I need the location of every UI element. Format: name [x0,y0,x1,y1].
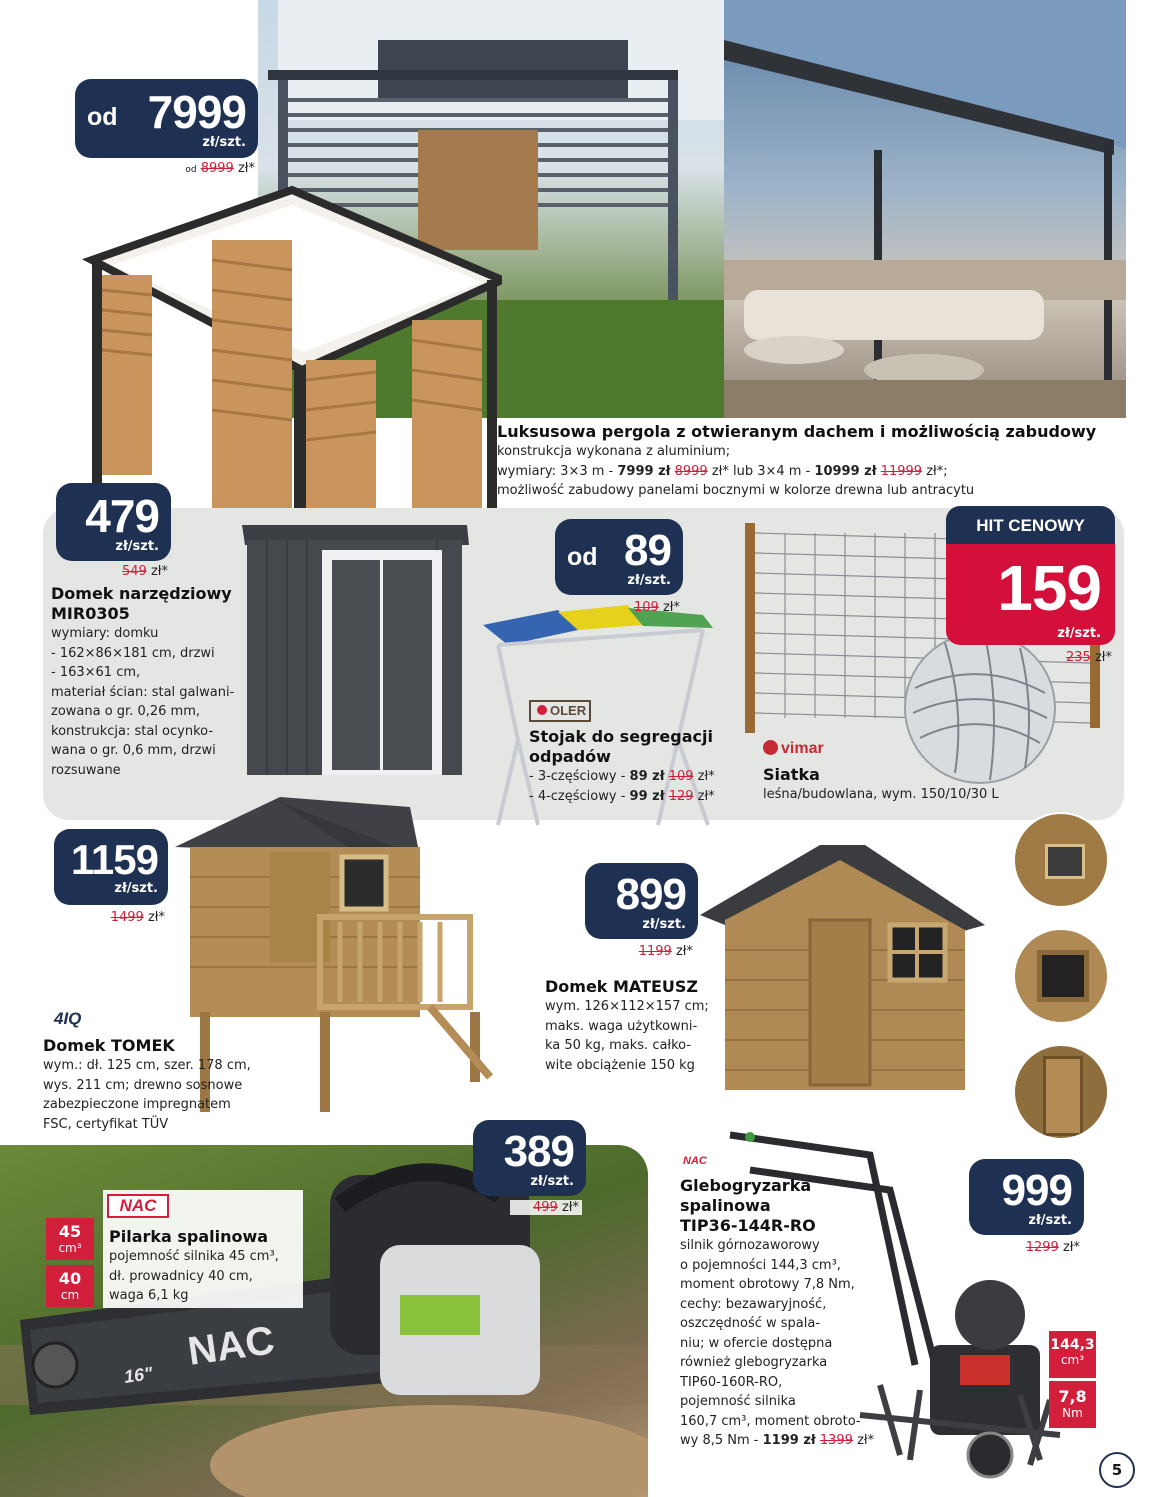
pergola-terrace-illustration [724,0,1126,418]
mateusz-price-badge [585,863,698,939]
text-span: zł* [852,1433,875,1448]
chainsaw-line: pojemność silnika 45 cm³, [109,1249,279,1264]
shed-line: wymiary: domku [51,626,159,641]
hit-cenowy-label: HIT CENOWY [946,506,1115,546]
pergola-description [497,422,1137,501]
old-price-value: 235 [1066,650,1091,665]
4iq-logo: 4IQ [54,1009,82,1028]
tomek-line: FSC, certyfikat TÜV [43,1116,169,1132]
price-value: 159 [997,552,1101,624]
text-span: - 4-częściowy - [529,788,630,804]
shed-title-1: Domek narzędziowy [51,584,232,603]
chainsaw-price-badge [473,1120,586,1196]
brand-name: vimar [781,740,824,757]
old-price: 109 [668,769,694,784]
price-bold: 1199 zł [762,1433,816,1448]
nac-logo-small: NAC [683,1155,707,1167]
old-price-value: 1299 [1025,1240,1059,1255]
tiller-line: pojemność silnika [680,1394,796,1409]
tiller-line: 160,7 cm³, moment obroto- [680,1413,861,1429]
mateusz-line: ka 50 kg, maks. całko- [545,1038,692,1053]
price-value: 1159 [70,836,158,883]
shed-title-2: MIR0305 [51,604,130,623]
price-unit: zł/szt. [115,539,159,554]
old-price-value: 1499 [110,910,144,925]
tiller-title-1: Glebogryzarka [680,1176,812,1195]
bin-stand-old-price [610,600,680,615]
bar-length-text: 16" [122,1363,154,1387]
bar-brand-text: NAC [185,1318,278,1374]
price-unit: zł/szt. [530,1174,574,1189]
old-price-suffix: zł* [675,944,693,959]
detail-window [1037,950,1089,1002]
shed-line: wana o gr. 0,6 mm, drzwi [51,743,216,758]
spec-unit: cm³ [58,1241,82,1255]
old-price: 8999 [674,463,708,479]
spec-unit: Nm [1062,1406,1083,1420]
tomek-old-price [90,910,165,925]
old-price-value: 1199 [638,944,672,959]
text-span: - 3-częściowy - [529,769,630,784]
price-value: 999 [1001,1166,1072,1215]
brand-name: OLER [550,703,587,718]
tomek-line: wys. 211 cm; drewno sosnowe [43,1077,243,1093]
bin-stand-title-1: Stojak do segregacji [529,727,713,746]
tiller-line: również glebogryzarka [680,1355,828,1370]
chainsaw-line: waga 6,1 kg [109,1288,189,1303]
old-price: 1399 [819,1433,853,1448]
pergola-line-2 [497,462,1137,482]
old-price-suffix: zł* [237,161,255,176]
tiller-line: moment obrotowy 7,8 Nm, [680,1277,855,1292]
price-prefix: od [567,543,598,571]
tomek-line: zabezpieczone impregnatem [43,1097,231,1112]
old-price-suffix: zł* [147,910,165,925]
old-price-prefix: od [185,165,197,175]
old-price-value: 499 [533,1200,558,1215]
shed-line: - 163×61 cm, [51,665,141,680]
old-price-suffix: zł* [150,564,168,579]
spec-value: 40 [58,1269,82,1288]
bin-stand-title-2: odpadów [529,747,611,766]
old-price-suffix: zł* [662,600,680,615]
tomek-price-badge [54,829,168,905]
shed-line: zowana o gr. 0,26 mm, [51,704,201,719]
vimar-mark-icon [763,740,778,755]
detail-photo-roof [1013,812,1109,908]
shed-line: materiał ścian: stal galwani- [51,684,235,700]
shed-price-badge [56,483,171,561]
chainsaw-spec-displacement [46,1218,94,1260]
tiller-title-3: TIP36-144R-RO [680,1216,816,1235]
mesh-title: Siatka [763,765,820,784]
pergola-line-1: konstrukcja wykonana z aluminium; [497,444,731,459]
price-bold: 89 zł [629,769,665,784]
old-price: 11999 [880,463,923,479]
old-price-suffix: zł* [1062,1240,1080,1255]
mesh-price-badge [946,544,1115,645]
wooden-pergola-image [82,180,502,520]
text-span: wymiary: 3×3 m - [497,463,618,479]
spec-value: 7,8 [1058,1387,1087,1406]
price-unit: zł/szt. [1057,626,1101,641]
spec-unit: cm³ [1060,1353,1085,1367]
mateusz-title: Domek MATEUSZ [545,977,699,996]
price-unit: zł/szt. [202,135,246,150]
old-price-suffix: zł* [561,1200,579,1215]
pergola-photo-terrace [724,0,1126,418]
vimar-logo [763,740,824,758]
mateusz-playhouse-image [700,840,990,1090]
price-bold: 99 zł [629,788,665,804]
price-prefix: od [87,103,118,131]
price-unit: zł/szt. [114,881,158,896]
text-span: zł*; [922,463,948,479]
shed-description [51,584,251,780]
mateusz-description [545,977,720,1075]
mateusz-line: wite obciążenie 150 kg [545,1057,695,1073]
shed-line: - 162×86×181 cm, drzwi [51,645,215,661]
shed-line: rozsuwane [51,762,121,778]
price-bold: 10999 zł [814,463,877,479]
tomek-title: Domek TOMEK [43,1036,175,1055]
mesh-description [763,765,1083,805]
price-value: 899 [615,870,686,919]
chainsaw-old-price [510,1200,582,1215]
text-span: zł* [693,769,715,784]
price-value: 7999 [147,86,246,138]
pergola-line-3: możliwość zabudowy panelami bocznymi w kolorze drewna lub antracytu [497,483,975,498]
tiller-line: TIP60-160R-RO, [680,1374,783,1390]
old-price-value: 109 [634,600,659,615]
pergola-price-badge [75,79,258,158]
spec-value: 45 [58,1222,82,1241]
tiller-line: oszczędność w spala- [680,1316,821,1331]
tiller-line: niu; w ofercie dostępna [680,1335,833,1351]
tiller-old-price [1005,1240,1080,1255]
tiller-spec-torque [1049,1381,1096,1428]
bin-stand-price-badge [555,519,683,595]
detail-photo-window [1013,928,1109,1024]
old-price: 129 [668,788,694,804]
chainsaw-illustration [0,1145,648,1497]
tomek-line: wym.: dł. 125 cm, szer. 178 cm, [43,1058,251,1073]
price-value: 389 [503,1127,574,1176]
tomek-description [43,1036,293,1134]
tiller-price-badge [969,1159,1084,1235]
text-span: wy 8,5 Nm - [680,1433,763,1448]
tiller-line: o pojemności 144,3 cm³, [680,1257,841,1273]
price-value: 89 [624,526,671,575]
mateusz-line: maks. waga użytkowni- [545,1018,698,1034]
bin-stand-description [529,727,749,806]
price-bold: 7999 zł [617,463,671,479]
pergola-old-price [150,161,255,176]
chainsaw-title: Pilarka spalinowa [109,1227,269,1246]
tiller-line: silnik górnozaworowy [680,1238,820,1253]
price-unit: zł/szt. [1028,1213,1072,1228]
pergola-title: Luksusowa pergola z otwieranym dachem i możliwością zabudowy [497,422,1097,441]
tiller-title-2: spalinowa [680,1196,771,1215]
text-span: zł* lub 3×4 m - [707,463,815,479]
mesh-old-price [1040,650,1112,665]
bin-stand-option-2 [529,787,749,807]
tiller-description [680,1176,880,1451]
price-unit: zł/szt. [642,917,686,932]
old-price-suffix: zł* [1094,650,1112,665]
mesh-desc: leśna/budowlana, wym. 150/10/30 L [763,787,999,802]
tiller-line-last [680,1431,880,1451]
spec-unit: cm [60,1288,80,1302]
old-price-value: 549 [122,564,147,579]
mateusz-line: wym. 126×112×157 cm; [545,999,709,1014]
chainsaw-spec-bar-length [46,1265,94,1307]
text-span: zł* [693,788,715,804]
tool-shed-image [237,520,477,780]
bin-stand-option-1 [529,767,749,787]
nac-logo: NAC [107,1194,169,1218]
chainsaw-photo [0,1145,648,1497]
price-unit: zł/szt. [627,573,671,588]
tiller-line: cechy: bezawaryjność, [680,1296,827,1312]
oler-logo [529,700,591,722]
shed-old-price [96,564,168,579]
shed-line: konstrukcja: stal ocynko- [51,723,214,739]
chainsaw-line: dł. prowadnicy 40 cm, [109,1268,253,1284]
logo-dot-icon [537,705,547,715]
detail-window [1045,844,1085,879]
old-price-value: 8999 [200,161,234,176]
page-number: 5 [1099,1452,1135,1488]
tiller-spec-displacement [1049,1331,1096,1378]
spec-value: 144,3 [1050,1337,1095,1353]
mateusz-old-price [618,944,693,959]
price-value: 479 [85,490,159,542]
chainsaw-description [109,1227,304,1306]
